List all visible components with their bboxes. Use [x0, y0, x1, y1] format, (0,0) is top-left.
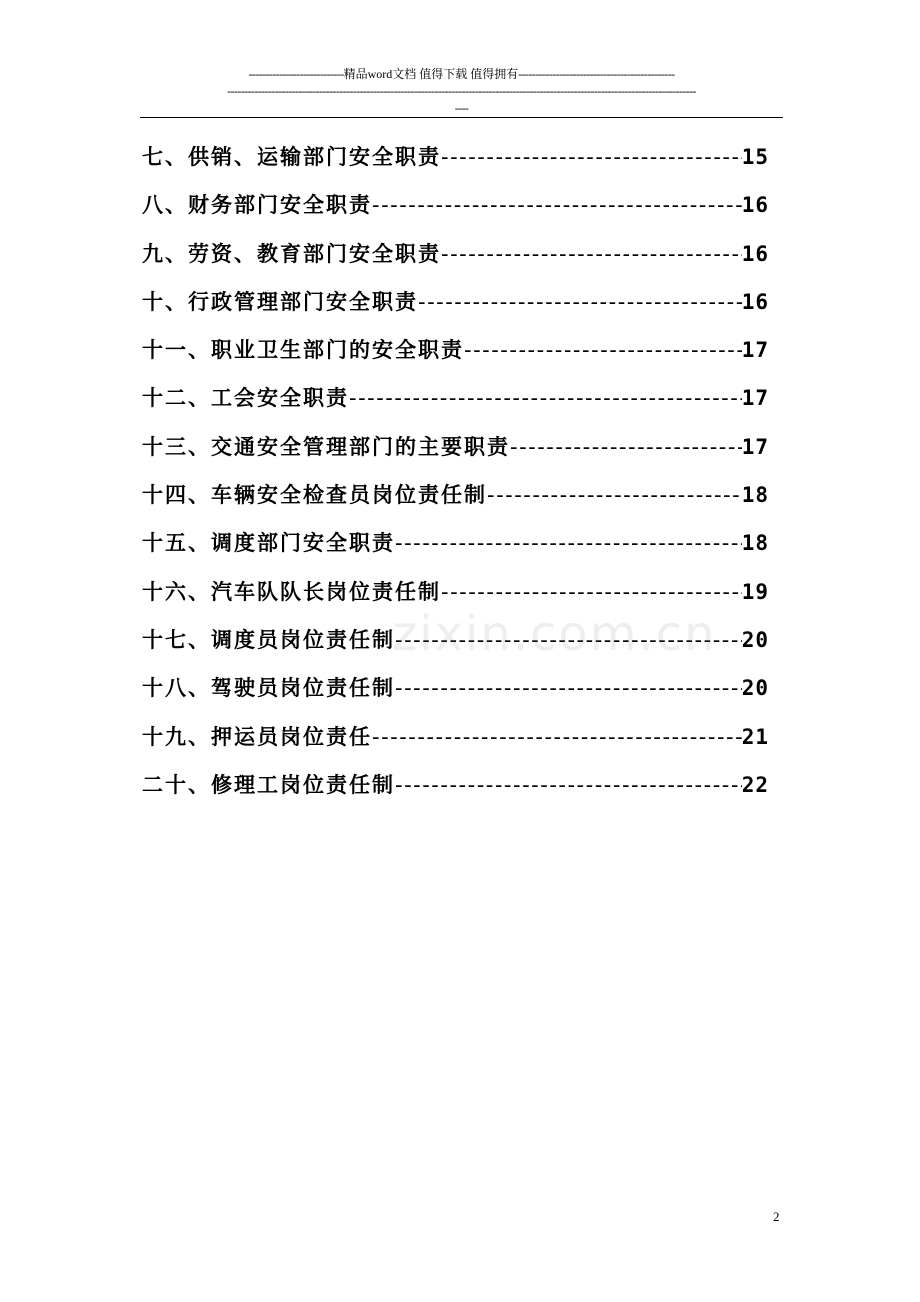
toc-title: 十四、车辆安全检查员岗位责任制	[142, 483, 487, 508]
toc-page-number: 17	[741, 434, 769, 459]
toc-entry[interactable]	[142, 721, 769, 769]
toc-title: 十六、汽车队队长岗位责任制	[142, 579, 441, 604]
toc-entry[interactable]	[142, 769, 769, 817]
toc-title: 七、供销、运输部门安全职责	[142, 145, 441, 169]
toc-title: 十八、驾驶员岗位责任制	[142, 676, 395, 701]
toc-title: 十九、押运员岗位责任	[142, 724, 372, 749]
header-rule	[140, 117, 783, 118]
toc-entry[interactable]	[142, 334, 769, 382]
toc-entry[interactable]	[142, 189, 769, 237]
toc-page-number: 19	[741, 579, 769, 604]
toc-leader	[395, 531, 742, 555]
table-of-contents	[142, 141, 769, 817]
toc-page-number: 22	[741, 772, 769, 797]
header-right-dashes: ----------------------------------------------	[518, 67, 675, 81]
page-header	[140, 66, 783, 117]
toc-page-number: 17	[741, 338, 769, 363]
header-line-3: ----	[454, 101, 469, 115]
toc-entry[interactable]	[142, 672, 769, 720]
toc-leader	[464, 338, 742, 362]
toc-title: 二十、修理工岗位责任制	[142, 772, 395, 797]
toc-page-number: 16	[741, 193, 769, 218]
toc-leader	[441, 242, 742, 266]
toc-entry[interactable]	[142, 527, 769, 575]
toc-leader	[441, 580, 742, 604]
toc-page-number: 15	[741, 145, 769, 169]
toc-page-number: 16	[741, 241, 769, 266]
toc-entry[interactable]	[142, 479, 769, 527]
toc-page-number: 17	[741, 386, 769, 411]
toc-page-number: 18	[741, 531, 769, 556]
toc-title: 九、劳资、教育部门安全职责	[142, 241, 441, 266]
header-left-dashes: ----------------------------	[248, 67, 344, 81]
toc-title: 八、财务部门安全职责	[142, 193, 372, 218]
toc-entry[interactable]	[142, 286, 769, 334]
toc-leader	[372, 725, 742, 749]
header-text: 精品word文档 值得下载 值得拥有	[343, 67, 519, 81]
header-line-1	[140, 66, 783, 83]
toc-leader	[349, 386, 742, 410]
toc-page-number: 20	[741, 627, 769, 652]
toc-leader	[395, 676, 742, 700]
toc-entry[interactable]	[142, 141, 769, 189]
toc-leader	[510, 435, 742, 459]
toc-title: 十二、工会安全职责	[142, 386, 349, 411]
toc-page-number: 21	[741, 724, 769, 749]
toc-title: 十一、职业卫生部门的安全职责	[142, 338, 464, 363]
toc-page-number: 20	[741, 676, 769, 701]
toc-leader	[418, 290, 742, 314]
toc-title: 十、行政管理部门安全职责	[142, 289, 418, 314]
toc-title: 十七、调度员岗位责任制	[142, 627, 395, 652]
toc-leader	[487, 483, 742, 507]
header-line-2: ------------------------------------------------------------------------------------------------------------------------------------------	[227, 84, 696, 98]
toc-page-number: 16	[741, 289, 769, 314]
toc-title: 十五、调度部门安全职责	[142, 531, 395, 556]
toc-leader	[395, 773, 742, 797]
page-number: 2	[773, 1209, 780, 1224]
watermark: zixin.com.cn	[392, 606, 717, 662]
toc-entry[interactable]	[142, 431, 769, 479]
toc-title: 十三、交通安全管理部门的主要职责	[142, 434, 510, 459]
toc-page-number: 18	[741, 483, 769, 508]
toc-leader	[372, 193, 742, 217]
toc-entry[interactable]	[142, 382, 769, 430]
toc-leader	[441, 145, 742, 169]
toc-entry[interactable]	[142, 238, 769, 286]
